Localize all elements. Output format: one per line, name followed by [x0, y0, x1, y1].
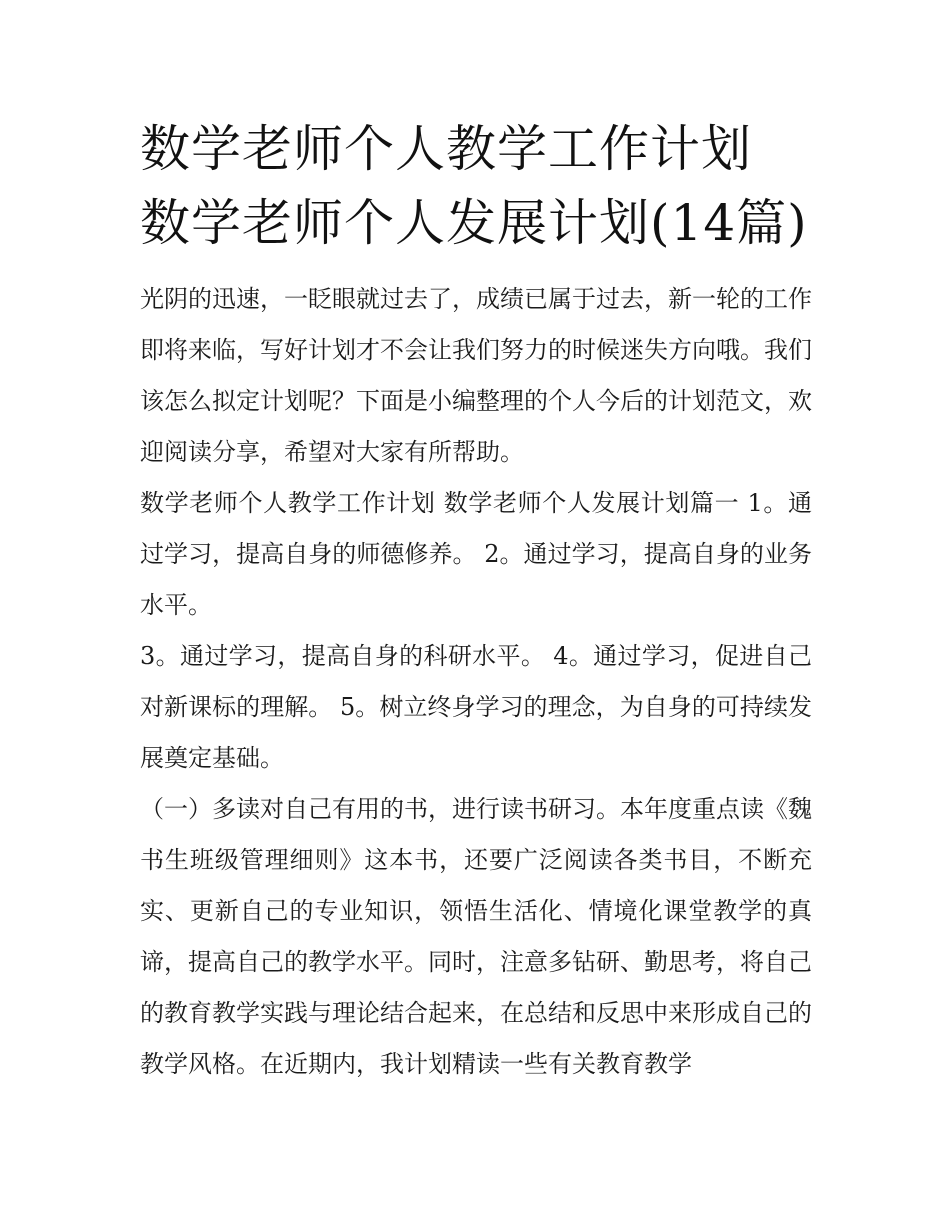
- paragraph-goals: 3。通过学习，提高自身的科研水平。 4。通过学习，促进自己对新课标的理解。 5。树立终身学习的理念，为自身的可持续发展奠定基础。: [140, 642, 812, 772]
- paragraph-intro: 光阴的迅速，一眨眼就过去了，成绩已属于过去，新一轮的工作即将来临，写好计划才不会让我们努力的时候迷失方向哦。我们该怎么拟定计划呢？下面是小编整理的个人今后的计划范文，欢迎阅读分享，希望对大家有所帮助。: [140, 285, 812, 466]
- paragraph-plan-one: 数学老师个人教学工作计划 数学老师个人发展计划篇一 1。通过学习，提高自身的师德修养。 2。通过学习，提高自身的业务水平。: [140, 489, 812, 619]
- paragraph-reading: （一）多读对自己有用的书，进行读书研习。本年度重点读《魏书生班级管理细则》这本书，还要广泛阅读各类书目，不断充实、更新自己的专业知识，领悟生活化、情境化课堂教学的真谛，提高自己的教学水平。同时，注意多钻研、勤思考，将自己的教育教学实践与理论结合起来，在总结和反思中来形成自己的教学风格。在近期内，我计划精读一些有关教育教学: [140, 795, 812, 1078]
- document-page: [140, 112, 812, 1090]
- document-title: 数学老师个人教学工作计划 数学老师个人发展计划(14篇): [140, 120, 808, 252]
